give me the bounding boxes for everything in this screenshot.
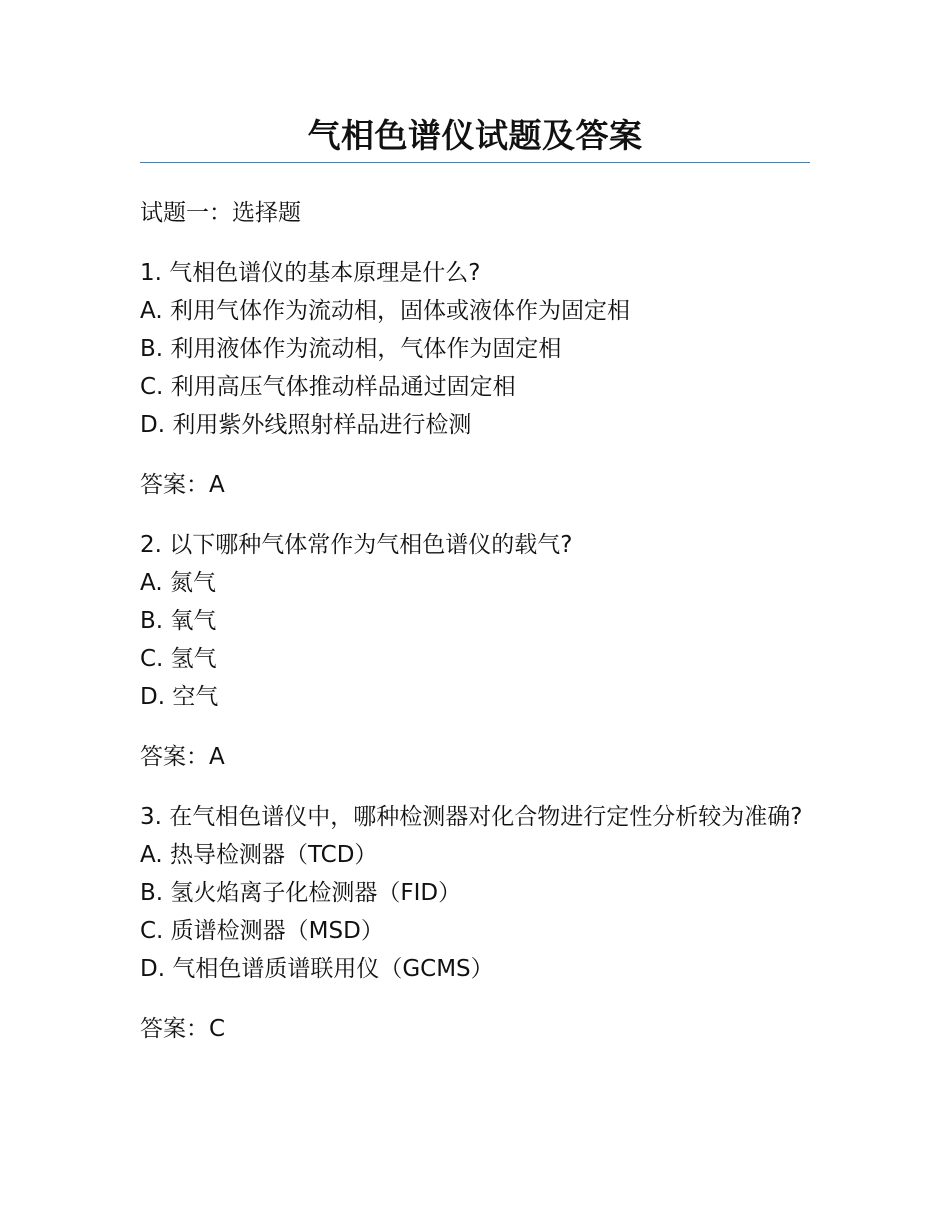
section-heading: 试题一：选择题 [140,200,301,226]
answer-text: 答案：A [140,472,225,498]
option-d: D. 空气 [140,684,219,710]
question-text: 2. 以下哪种气体常作为气相色谱仪的载气? [140,532,573,558]
question-text: 1. 气相色谱仪的基本原理是什么? [140,260,481,286]
page-title: 气相色谱仪试题及答案 [307,116,643,155]
option-c: C. 质谱检测器（MSD） [140,918,384,944]
option-b: B. 氧气 [140,608,217,634]
option-a: A. 热导检测器（TCD） [140,842,378,868]
option-c: C. 利用高压气体推动样品通过固定相 [140,374,516,400]
option-d: D. 气相色谱质谱联用仪（GCMS） [140,956,494,982]
answer-text: 答案：A [140,744,225,770]
option-a: A. 利用气体作为流动相，固体或液体作为固定相 [140,298,630,324]
question-block-2 [140,526,810,776]
option-b: B. 氢火焰离子化检测器（FID） [140,880,462,906]
question-text: 3. 在气相色谱仪中，哪种检测器对化合物进行定性分析较为准确? [140,804,803,830]
option-a: A. 氮气 [140,570,216,596]
document-content [140,194,810,1070]
question-block-3 [140,798,810,1048]
option-b: B. 利用液体作为流动相，气体作为固定相 [140,336,562,362]
document-page [140,0,810,1230]
question-block-1 [140,254,810,504]
option-c: C. 氢气 [140,646,217,672]
title-divider [140,162,810,163]
option-d: D. 利用紫外线照射样品进行检测 [140,412,472,438]
answer-text: 答案：C [140,1016,226,1042]
